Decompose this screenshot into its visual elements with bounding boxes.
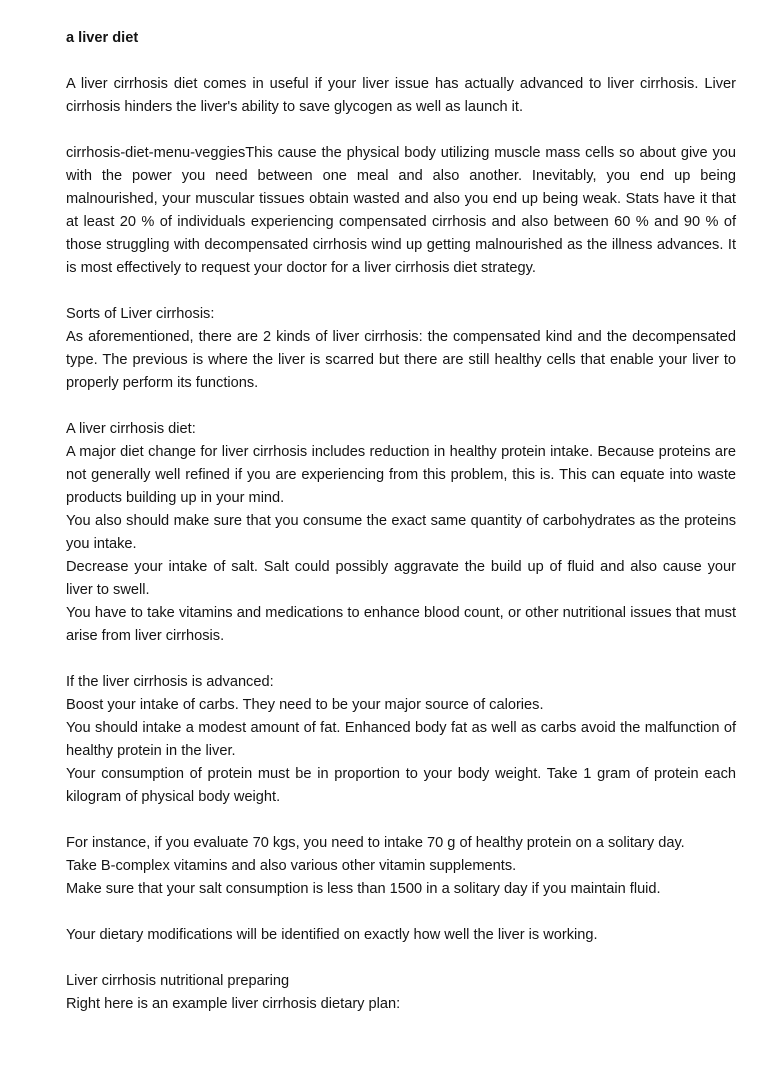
document-title: a liver diet xyxy=(66,30,139,46)
paragraph-text: You have to take vitamins and medications to enhance blood count, or other nutritional issues that must arise from liver cirrhosis. xyxy=(66,605,736,644)
paragraph-text: A liver cirrhosis diet: xyxy=(66,421,196,437)
document-body xyxy=(66,73,736,1016)
paragraph-text: You should intake a modest amount of fat. Enhanced body fat as well as carbs avoid the malfunction of healthy protein in the liver. xyxy=(66,720,736,759)
paragraph-text: If the liver cirrhosis is advanced: xyxy=(66,674,274,690)
paragraph-text: Take B-complex vitamins and also various other vitamin supplements. xyxy=(66,858,517,874)
paragraph-text: You also should make sure that you consume the exact same quantity of carbohydrates as the proteins you intake. xyxy=(66,513,736,552)
paragraph-block xyxy=(66,73,736,119)
paragraph-text: Sorts of Liver cirrhosis: xyxy=(66,306,215,322)
paragraph-text: Your dietary modifications will be identified on exactly how well the liver is working. xyxy=(66,927,598,943)
paragraph-text: Liver cirrhosis nutritional preparing xyxy=(66,973,290,989)
paragraph-block xyxy=(66,924,736,947)
paragraph-block xyxy=(66,418,736,648)
paragraph-text: A major diet change for liver cirrhosis includes reduction in healthy protein intake. Because proteins are not generally well refined if you are experiencing from this problem, this is. This can equate into waste products building up in your mind. xyxy=(66,444,736,506)
paragraph-text: Decrease your intake of salt. Salt could possibly aggravate the build up of fluid and also cause your liver to swell. xyxy=(66,559,736,598)
paragraph-block xyxy=(66,970,736,1016)
paragraph-text: Boost your intake of carbs. They need to be your major source of calories. xyxy=(66,697,544,713)
document-page xyxy=(66,27,736,1039)
paragraph-text: Make sure that your salt consumption is less than 1500 in a solitary day if you maintain fluid. xyxy=(66,881,661,897)
paragraph-text: Your consumption of protein must be in proportion to your body weight. Take 1 gram of protein each kilogram of physical body weight. xyxy=(66,766,736,805)
paragraph-block xyxy=(66,832,736,901)
paragraph-text: For instance, if you evaluate 70 kgs, you need to intake 70 g of healthy protein on a solitary day. xyxy=(66,835,685,851)
paragraph-text: Right here is an example liver cirrhosis dietary plan: xyxy=(66,996,401,1012)
paragraph-text: A liver cirrhosis diet comes in useful if your liver issue has actually advanced to liver cirrhosis. Liver cirrhosis hinders the liver's ability to save glycogen as well as launch it. xyxy=(66,76,736,115)
paragraph-block xyxy=(66,671,736,809)
paragraph-text: As aforementioned, there are 2 kinds of liver cirrhosis: the compensated kind and the decompensated type. The previous is where the liver is scarred but there are still healthy cells that enable your liver to properly perform its functions. xyxy=(66,329,736,391)
paragraph-text: cirrhosis-diet-menu-veggiesThis cause the physical body utilizing muscle mass cells so about give you with the power you need between one meal and also another. Inevitably, you end up being malnourished, your muscular tissues obtain wasted and also you end up being weak. Stats have it that at least 20 % of individuals experiencing compensated cirrhosis and also between 60 % and 90 % of those struggling with decompensated cirrhosis wind up getting malnourished as the illness advances. It is most effectively to request your doctor for a liver cirrhosis diet strategy. xyxy=(66,145,736,276)
paragraph-block xyxy=(66,142,736,280)
paragraph-block xyxy=(66,303,736,395)
